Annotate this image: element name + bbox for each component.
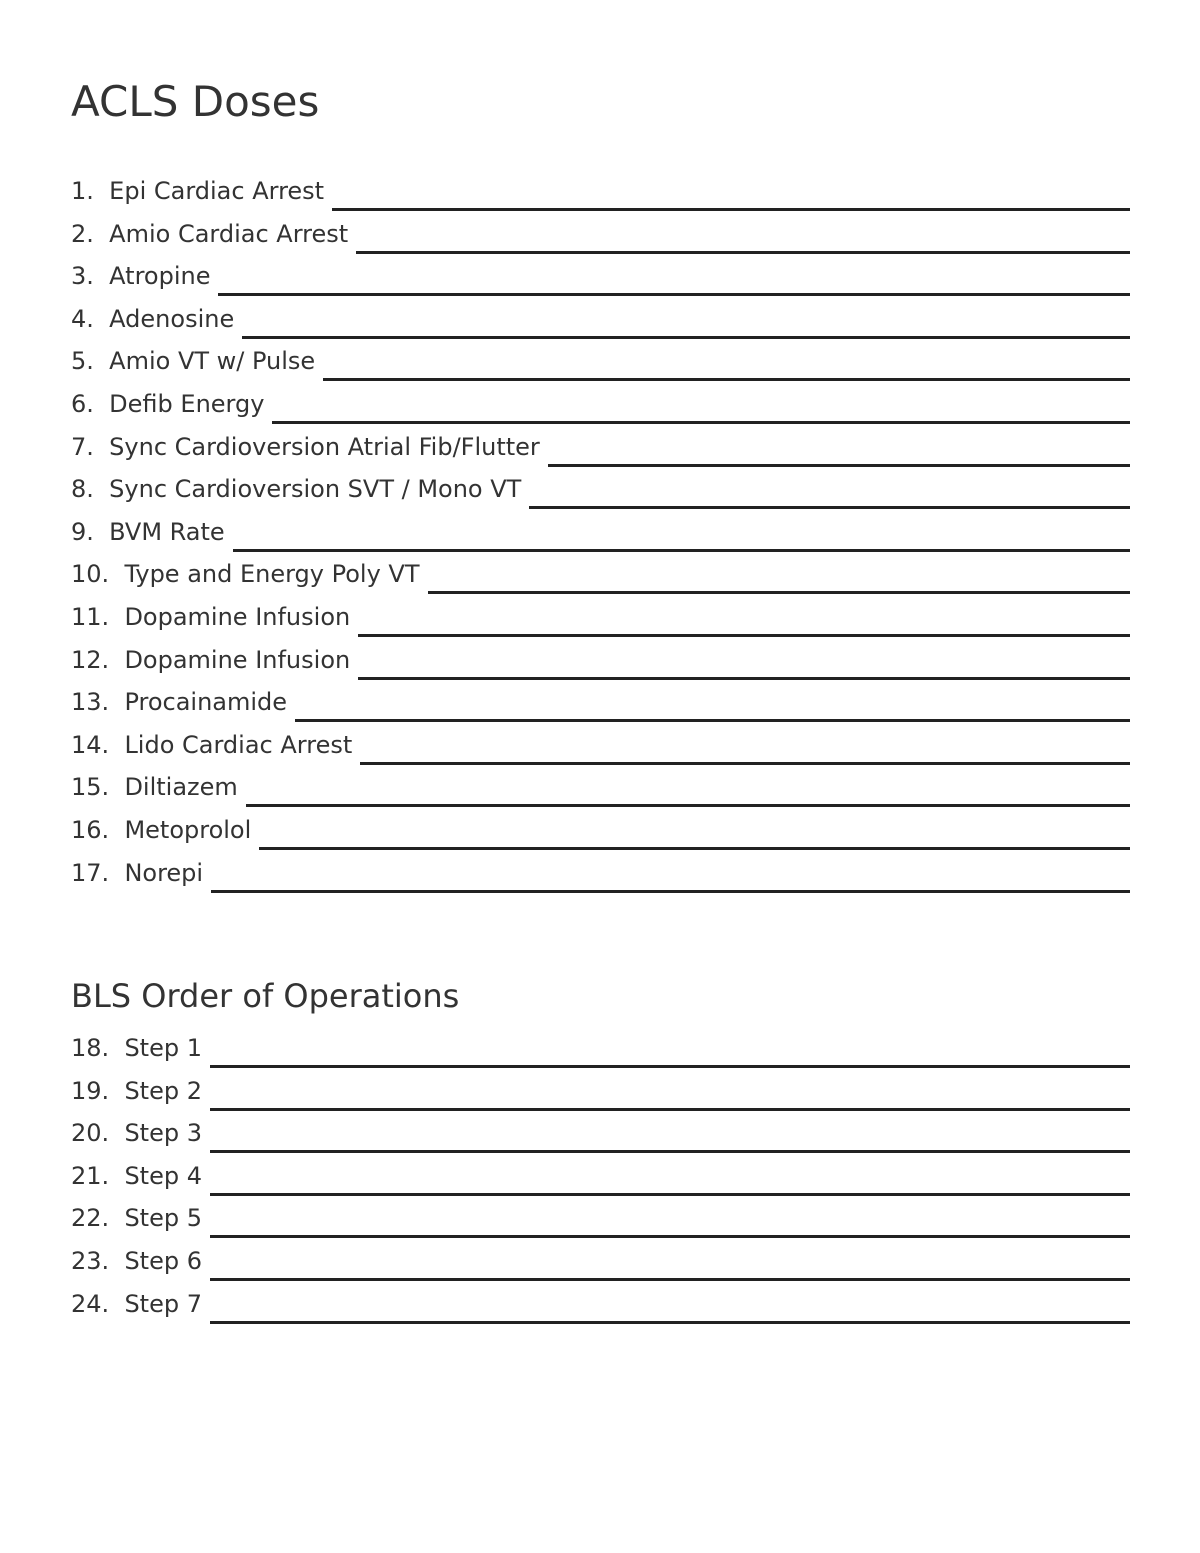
question-number: 9. [71, 517, 94, 546]
answer-blank[interactable] [210, 1284, 1130, 1324]
question-label [71, 1156, 202, 1196]
question-number: 21. [71, 1161, 110, 1190]
question-number: 2. [71, 219, 94, 248]
question-number: 17. [71, 858, 110, 887]
question-text: Adenosine [109, 304, 235, 333]
answer-blank[interactable] [529, 469, 1130, 509]
answer-blank[interactable] [332, 171, 1130, 211]
question-text: Step 5 [124, 1204, 202, 1233]
question-label [71, 384, 264, 424]
question-label [71, 597, 350, 637]
question-row [71, 1071, 1130, 1114]
question-text: Sync Cardioversion Atrial Fib/Flutter [109, 432, 540, 461]
question-label [71, 512, 225, 552]
question-number: 16. [71, 815, 110, 844]
question-text: Metoprolol [124, 815, 252, 844]
answer-blank[interactable] [210, 1241, 1130, 1281]
question-number: 4. [71, 304, 94, 333]
question-row [71, 171, 1130, 214]
question-row [71, 256, 1130, 299]
question-label [71, 1071, 202, 1111]
answer-blank[interactable] [233, 512, 1130, 552]
question-text: Epi Cardiac Arrest [109, 177, 325, 205]
question-number: 23. [71, 1246, 110, 1275]
question-row [71, 214, 1130, 257]
question-label [71, 640, 350, 680]
answer-blank[interactable] [548, 427, 1130, 467]
question-label [71, 427, 540, 467]
question-row [71, 299, 1130, 342]
question-row [71, 853, 1130, 896]
question-label [71, 214, 348, 254]
question-number: 12. [71, 645, 110, 674]
question-label [71, 469, 521, 509]
question-number: 24. [71, 1289, 110, 1318]
question-label [71, 725, 352, 765]
question-row [71, 810, 1130, 853]
question-text: Dopamine Infusion [124, 602, 351, 631]
question-text: Step 4 [124, 1161, 202, 1190]
question-row [71, 640, 1130, 683]
answer-blank[interactable] [210, 1028, 1130, 1068]
question-number: 5. [71, 347, 94, 376]
answer-blank[interactable] [428, 554, 1130, 594]
acls-section-title: ACLS Doses [71, 77, 320, 126]
answer-blank[interactable] [272, 384, 1130, 424]
question-label [71, 1284, 202, 1324]
question-text: Sync Cardioversion SVT / Mono VT [109, 475, 522, 504]
answer-blank[interactable] [210, 1156, 1130, 1196]
question-label [71, 1113, 202, 1153]
question-number: 10. [71, 560, 110, 589]
question-text: Diltiazem [124, 773, 238, 802]
question-text: Step 7 [124, 1289, 202, 1318]
question-number: 3. [71, 262, 94, 291]
question-row [71, 1198, 1130, 1241]
question-number: 19. [71, 1076, 110, 1105]
question-number: 22. [71, 1204, 110, 1233]
question-number: 11. [71, 602, 110, 631]
question-text: Atropine [109, 262, 211, 291]
question-row [71, 427, 1130, 470]
question-number: 14. [71, 730, 110, 759]
acls-question-list [71, 171, 1130, 895]
question-number: 1. [71, 177, 94, 205]
question-label [71, 767, 238, 807]
question-text: Procainamide [124, 688, 288, 717]
question-label [71, 682, 287, 722]
answer-blank[interactable] [358, 640, 1130, 680]
question-text: BVM Rate [109, 517, 225, 546]
answer-blank[interactable] [210, 1113, 1130, 1153]
question-row [71, 554, 1130, 597]
question-text: Step 2 [124, 1076, 202, 1105]
question-text: Lido Cardiac Arrest [124, 730, 353, 759]
answer-blank[interactable] [358, 597, 1130, 637]
bls-question-list [71, 1028, 1130, 1326]
question-row [71, 1113, 1130, 1156]
answer-blank[interactable] [356, 214, 1130, 254]
question-label [71, 1241, 202, 1281]
bls-section-title: BLS Order of Operations [71, 977, 460, 1015]
question-number: 13. [71, 688, 110, 717]
question-row [71, 469, 1130, 512]
question-row [71, 1241, 1130, 1284]
question-text: Step 6 [124, 1246, 202, 1275]
answer-blank[interactable] [210, 1071, 1130, 1111]
question-label [71, 256, 210, 296]
question-number: 6. [71, 389, 94, 418]
question-label [71, 299, 234, 339]
question-number: 20. [71, 1119, 110, 1148]
question-label [71, 1198, 202, 1238]
question-text: Type and Energy Poly VT [124, 560, 420, 589]
question-row [71, 725, 1130, 768]
answer-blank[interactable] [360, 725, 1130, 765]
question-text: Step 3 [124, 1119, 202, 1148]
question-row [71, 597, 1130, 640]
answer-blank[interactable] [246, 767, 1130, 807]
question-number: 18. [71, 1034, 110, 1062]
question-row [71, 1028, 1130, 1071]
answer-blank[interactable] [295, 682, 1130, 722]
question-row [71, 1156, 1130, 1199]
question-text: Step 1 [124, 1034, 202, 1062]
answer-blank[interactable] [211, 853, 1130, 893]
question-label [71, 1028, 202, 1068]
answer-blank[interactable] [218, 256, 1130, 296]
question-label [71, 341, 315, 381]
question-row [71, 341, 1130, 384]
question-label [71, 171, 324, 211]
answer-blank[interactable] [242, 299, 1130, 339]
question-row [71, 1284, 1130, 1327]
question-label [71, 810, 251, 850]
question-text: Norepi [124, 858, 204, 887]
question-text: Dopamine Infusion [124, 645, 351, 674]
question-number: 15. [71, 773, 110, 802]
question-text: Amio VT w/ Pulse [109, 347, 316, 376]
question-text: Defib Energy [109, 389, 265, 418]
answer-blank[interactable] [323, 341, 1130, 381]
question-row [71, 767, 1130, 810]
question-number: 8. [71, 475, 94, 504]
answer-blank[interactable] [259, 810, 1130, 850]
question-row [71, 384, 1130, 427]
question-number: 7. [71, 432, 94, 461]
question-label [71, 554, 420, 594]
question-row [71, 512, 1130, 555]
question-row [71, 682, 1130, 725]
question-label [71, 853, 203, 893]
question-text: Amio Cardiac Arrest [109, 219, 349, 248]
answer-blank[interactable] [210, 1198, 1130, 1238]
